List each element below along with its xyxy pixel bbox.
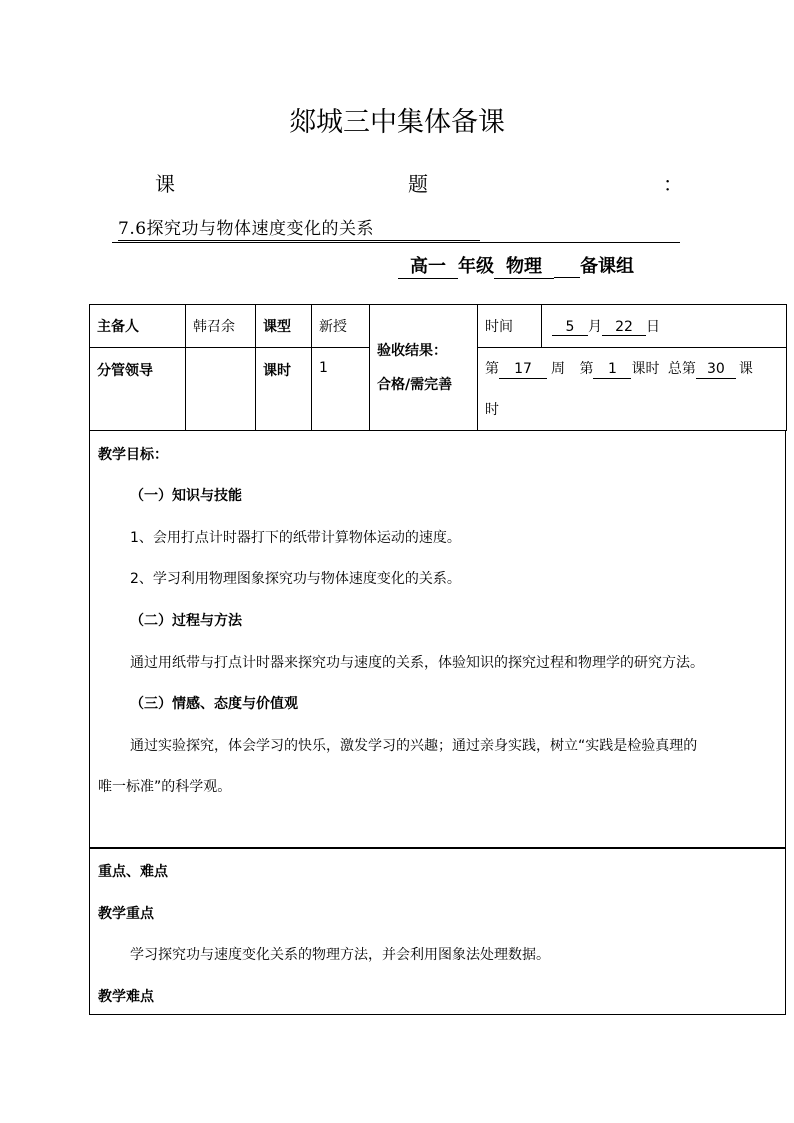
day-label: 日 xyxy=(646,319,660,335)
acceptance-value: 合格/需完善 xyxy=(377,376,453,393)
lesson-label: 课时 xyxy=(631,361,660,377)
process-method-text: 通过用纸带与打点计时器来探究功与速度的关系，体验知识的探究过程和物理学的研究方法。 xyxy=(130,655,704,671)
day-value: 22 xyxy=(602,319,646,336)
focus-title: 教学重点 xyxy=(98,906,154,922)
topic-colon: ： xyxy=(663,172,683,196)
focus-text: 学习探究功与速度变化关系的物理方法，并会利用图象法处理数据。 xyxy=(130,947,550,963)
leader-label: 分管领导 xyxy=(90,348,186,431)
grade-line xyxy=(398,252,634,279)
key-points-heading: 重点、难点 xyxy=(98,864,168,880)
acceptance-label: 验收结果： xyxy=(377,342,447,359)
difficulty-title: 教学难点 xyxy=(98,989,154,1005)
subject-value: 物理 xyxy=(494,252,554,279)
header-table xyxy=(89,304,787,431)
week-info-cell xyxy=(478,348,787,431)
period-value: 1 xyxy=(312,348,370,431)
week-prefix: 第 xyxy=(485,361,499,377)
month-label: 月 xyxy=(588,319,602,335)
total-label-1: 课 xyxy=(738,361,753,377)
topic-label-ke: 课 xyxy=(155,172,175,196)
group-label: 备课组 xyxy=(580,256,634,277)
time-label: 时间 xyxy=(478,305,542,348)
week-value: 17 xyxy=(499,360,547,379)
week-label: 周 xyxy=(551,361,565,377)
emotion-values-text-1: 通过实验探究，体会学习的快乐，激发学习的兴趣；通过亲身实践，树立“实践是检验真理的 xyxy=(130,738,698,754)
subject-blank xyxy=(554,256,580,278)
topic-label-ti: 题 xyxy=(408,172,428,196)
lesson-type-label: 课型 xyxy=(256,305,312,348)
topic-rule xyxy=(112,242,680,243)
total-label-2: 时 xyxy=(485,402,499,418)
knowledge-skills-title: （一）知识与技能 xyxy=(130,488,242,504)
lesson-prefix: 第 xyxy=(579,361,594,377)
month-value: 5 xyxy=(552,319,588,336)
lesson-type-value: 新授 xyxy=(312,305,370,348)
objectives-section xyxy=(89,430,786,848)
grade-suffix: 年级 xyxy=(458,256,494,277)
total-prefix: 总第 xyxy=(667,361,696,377)
lesson-no-value: 1 xyxy=(593,360,631,379)
total-value: 30 xyxy=(696,360,736,379)
period-label: 课时 xyxy=(256,348,312,431)
objectives-heading: 教学目标： xyxy=(98,447,168,463)
time-value xyxy=(542,305,787,348)
knowledge-item-2: 2、学习利用物理图象探究功与物体速度变化的关系。 xyxy=(130,571,461,587)
emotion-values-title: （三）情感、态度与价值观 xyxy=(130,696,298,712)
acceptance-cell xyxy=(370,305,478,431)
process-method-title: （二）过程与方法 xyxy=(130,613,242,629)
knowledge-item-1: 1、会用打点计时器打下的纸带计算物体运动的速度。 xyxy=(130,530,461,546)
grade-value: 高一 xyxy=(398,252,458,279)
leader-value xyxy=(186,348,256,431)
page-title: 郯城三中集体备课 xyxy=(289,107,505,138)
emotion-values-text-2: 唯一标准”的科学观。 xyxy=(98,779,232,795)
topic-text: 7.6探究功与物体速度变化的关系 xyxy=(118,214,480,241)
preparer-value: 韩召余 xyxy=(186,305,256,348)
key-points-section xyxy=(89,848,786,1015)
preparer-label: 主备人 xyxy=(90,305,186,348)
